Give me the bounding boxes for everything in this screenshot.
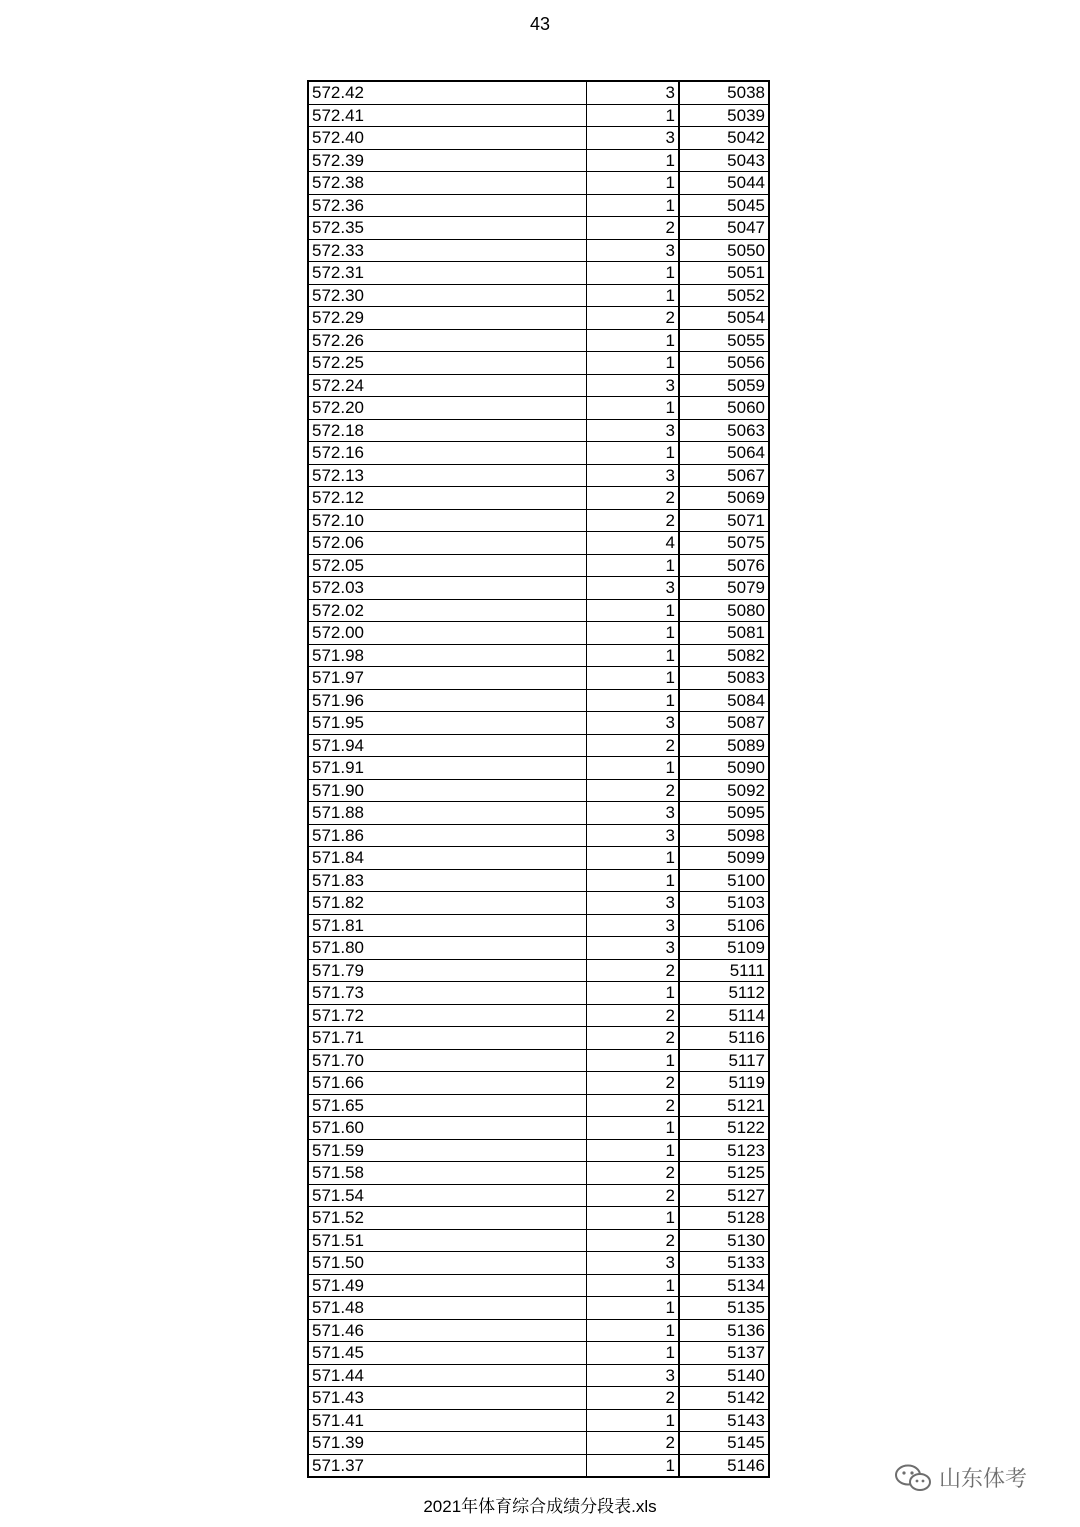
count-cell: 3 — [586, 712, 679, 735]
count-cell: 2 — [586, 734, 679, 757]
count-cell: 1 — [586, 1207, 679, 1230]
count-cell: 3 — [586, 374, 679, 397]
table-row — [308, 1297, 769, 1320]
score-cell: 571.37 — [308, 1454, 586, 1477]
table-row — [308, 194, 769, 217]
score-cell: 572.02 — [308, 599, 586, 622]
count-cell: 2 — [586, 1094, 679, 1117]
cumulative-cell: 5140 — [679, 1364, 769, 1387]
table-row — [308, 824, 769, 847]
table-row — [308, 1117, 769, 1140]
cumulative-cell: 5042 — [679, 127, 769, 150]
score-cell: 571.94 — [308, 734, 586, 757]
table-row — [308, 81, 769, 104]
count-cell: 2 — [586, 307, 679, 330]
cumulative-cell: 5117 — [679, 1049, 769, 1072]
score-cell: 571.98 — [308, 644, 586, 667]
cumulative-cell: 5079 — [679, 577, 769, 600]
count-cell: 3 — [586, 892, 679, 915]
score-cell: 571.43 — [308, 1387, 586, 1410]
cumulative-cell: 5038 — [679, 81, 769, 104]
table-row — [308, 1252, 769, 1275]
table-row — [308, 1342, 769, 1365]
table-row — [308, 712, 769, 735]
table-row — [308, 127, 769, 150]
score-cell: 572.10 — [308, 509, 586, 532]
score-cell: 571.48 — [308, 1297, 586, 1320]
count-cell: 3 — [586, 1364, 679, 1387]
score-cell: 571.71 — [308, 1027, 586, 1050]
score-cell: 571.65 — [308, 1094, 586, 1117]
count-cell: 3 — [586, 464, 679, 487]
score-cell: 572.41 — [308, 104, 586, 127]
cumulative-cell: 5143 — [679, 1409, 769, 1432]
score-cell: 571.97 — [308, 667, 586, 690]
count-cell: 1 — [586, 284, 679, 307]
count-cell: 1 — [586, 689, 679, 712]
count-cell: 1 — [586, 869, 679, 892]
table-row — [308, 802, 769, 825]
table-row — [308, 959, 769, 982]
table-row — [308, 1319, 769, 1342]
table-row — [308, 397, 769, 420]
table-row — [308, 599, 769, 622]
table-row — [308, 1004, 769, 1027]
table-row — [308, 1364, 769, 1387]
score-cell: 571.54 — [308, 1184, 586, 1207]
score-cell: 571.44 — [308, 1364, 586, 1387]
count-cell: 1 — [586, 442, 679, 465]
score-cell: 571.52 — [308, 1207, 586, 1230]
score-cell: 572.30 — [308, 284, 586, 307]
count-cell: 1 — [586, 1319, 679, 1342]
page-number: 43 — [529, 14, 551, 34]
count-cell: 1 — [586, 172, 679, 195]
count-cell: 2 — [586, 959, 679, 982]
cumulative-cell: 5047 — [679, 217, 769, 240]
count-cell: 1 — [586, 554, 679, 577]
score-cell: 571.90 — [308, 779, 586, 802]
count-cell: 3 — [586, 577, 679, 600]
table-row — [308, 1184, 769, 1207]
count-cell: 3 — [586, 802, 679, 825]
table-row — [308, 352, 769, 375]
table-row — [308, 1409, 769, 1432]
score-cell: 571.81 — [308, 914, 586, 937]
score-cell: 572.03 — [308, 577, 586, 600]
cumulative-cell: 5119 — [679, 1072, 769, 1095]
table-row — [308, 757, 769, 780]
score-cell: 572.00 — [308, 622, 586, 645]
table-row — [308, 532, 769, 555]
cumulative-cell: 5109 — [679, 937, 769, 960]
table-row — [308, 149, 769, 172]
table-row — [308, 1162, 769, 1185]
count-cell: 1 — [586, 1454, 679, 1477]
score-cell: 572.13 — [308, 464, 586, 487]
score-cell: 572.42 — [308, 81, 586, 104]
table-row — [308, 487, 769, 510]
cumulative-cell: 5059 — [679, 374, 769, 397]
cumulative-cell: 5100 — [679, 869, 769, 892]
table-row — [308, 982, 769, 1005]
table-row — [308, 554, 769, 577]
score-cell: 571.83 — [308, 869, 586, 892]
score-table-body — [308, 81, 769, 1477]
score-cell: 572.29 — [308, 307, 586, 330]
cumulative-cell: 5142 — [679, 1387, 769, 1410]
count-cell: 1 — [586, 1274, 679, 1297]
count-cell: 1 — [586, 1117, 679, 1140]
table-row — [308, 1274, 769, 1297]
table-row — [308, 217, 769, 240]
count-cell: 2 — [586, 509, 679, 532]
score-cell: 572.31 — [308, 262, 586, 285]
score-cell: 571.39 — [308, 1432, 586, 1455]
cumulative-cell: 5116 — [679, 1027, 769, 1050]
table-row — [308, 172, 769, 195]
score-cell: 572.16 — [308, 442, 586, 465]
score-cell: 571.70 — [308, 1049, 586, 1072]
table-row — [308, 779, 769, 802]
table-row — [308, 419, 769, 442]
score-cell: 572.40 — [308, 127, 586, 150]
cumulative-cell: 5145 — [679, 1432, 769, 1455]
table-row — [308, 464, 769, 487]
count-cell: 4 — [586, 532, 679, 555]
count-cell: 2 — [586, 1162, 679, 1185]
score-cell: 571.82 — [308, 892, 586, 915]
cumulative-cell: 5121 — [679, 1094, 769, 1117]
cumulative-cell: 5133 — [679, 1252, 769, 1275]
count-cell: 3 — [586, 1252, 679, 1275]
score-cell: 571.86 — [308, 824, 586, 847]
cumulative-cell: 5056 — [679, 352, 769, 375]
table-row — [308, 307, 769, 330]
table-row — [308, 1229, 769, 1252]
score-cell: 571.72 — [308, 1004, 586, 1027]
count-cell: 2 — [586, 1072, 679, 1095]
count-cell: 1 — [586, 757, 679, 780]
count-cell: 1 — [586, 1139, 679, 1162]
cumulative-cell: 5063 — [679, 419, 769, 442]
score-cell: 572.26 — [308, 329, 586, 352]
cumulative-cell: 5082 — [679, 644, 769, 667]
count-cell: 2 — [586, 217, 679, 240]
score-cell: 571.50 — [308, 1252, 586, 1275]
table-row — [308, 667, 769, 690]
score-cell: 572.39 — [308, 149, 586, 172]
count-cell: 1 — [586, 104, 679, 127]
score-cell: 572.35 — [308, 217, 586, 240]
score-cell: 571.41 — [308, 1409, 586, 1432]
cumulative-cell: 5064 — [679, 442, 769, 465]
score-cell: 572.24 — [308, 374, 586, 397]
count-cell: 2 — [586, 779, 679, 802]
table-row — [308, 262, 769, 285]
cumulative-cell: 5039 — [679, 104, 769, 127]
table-row — [308, 892, 769, 915]
count-cell: 3 — [586, 81, 679, 104]
score-cell: 571.96 — [308, 689, 586, 712]
score-cell: 571.79 — [308, 959, 586, 982]
count-cell: 1 — [586, 194, 679, 217]
score-cell: 572.20 — [308, 397, 586, 420]
score-cell: 571.59 — [308, 1139, 586, 1162]
cumulative-cell: 5050 — [679, 239, 769, 262]
count-cell: 1 — [586, 329, 679, 352]
table-row — [308, 622, 769, 645]
table-row — [308, 937, 769, 960]
score-cell: 571.88 — [308, 802, 586, 825]
score-cell: 572.06 — [308, 532, 586, 555]
count-cell: 3 — [586, 824, 679, 847]
score-cell: 571.66 — [308, 1072, 586, 1095]
score-cell: 572.18 — [308, 419, 586, 442]
score-cell: 571.73 — [308, 982, 586, 1005]
cumulative-cell: 5137 — [679, 1342, 769, 1365]
cumulative-cell: 5043 — [679, 149, 769, 172]
cumulative-cell: 5055 — [679, 329, 769, 352]
watermark-text: 山东体考 — [939, 1466, 1028, 1491]
count-cell: 1 — [586, 1342, 679, 1365]
table-row — [308, 1432, 769, 1455]
table-row — [308, 1139, 769, 1162]
count-cell: 1 — [586, 1049, 679, 1072]
cumulative-cell: 5081 — [679, 622, 769, 645]
score-cell: 571.45 — [308, 1342, 586, 1365]
table-row — [308, 847, 769, 870]
table-row — [308, 644, 769, 667]
count-cell: 2 — [586, 1432, 679, 1455]
cumulative-cell: 5095 — [679, 802, 769, 825]
count-cell: 3 — [586, 127, 679, 150]
cumulative-cell: 5060 — [679, 397, 769, 420]
table-row — [308, 1094, 769, 1117]
count-cell: 2 — [586, 487, 679, 510]
table-row — [308, 1454, 769, 1477]
table-row — [308, 869, 769, 892]
cumulative-cell: 5080 — [679, 599, 769, 622]
cumulative-cell: 5075 — [679, 532, 769, 555]
cumulative-cell: 5146 — [679, 1454, 769, 1477]
table-row — [308, 1387, 769, 1410]
table-row — [308, 577, 769, 600]
cumulative-cell: 5106 — [679, 914, 769, 937]
table-row — [308, 284, 769, 307]
cumulative-cell: 5054 — [679, 307, 769, 330]
count-cell: 2 — [586, 1004, 679, 1027]
score-cell: 571.49 — [308, 1274, 586, 1297]
score-cell: 571.91 — [308, 757, 586, 780]
count-cell: 1 — [586, 599, 679, 622]
score-cell: 572.12 — [308, 487, 586, 510]
table-row — [308, 239, 769, 262]
cumulative-cell: 5089 — [679, 734, 769, 757]
cumulative-cell: 5135 — [679, 1297, 769, 1320]
count-cell: 2 — [586, 1387, 679, 1410]
table-row — [308, 329, 769, 352]
count-cell: 1 — [586, 352, 679, 375]
count-cell: 1 — [586, 644, 679, 667]
cumulative-cell: 5123 — [679, 1139, 769, 1162]
cumulative-cell: 5111 — [679, 959, 769, 982]
score-cell: 571.51 — [308, 1229, 586, 1252]
count-cell: 2 — [586, 1184, 679, 1207]
cumulative-cell: 5090 — [679, 757, 769, 780]
score-cell: 572.25 — [308, 352, 586, 375]
cumulative-cell: 5103 — [679, 892, 769, 915]
cumulative-cell: 5114 — [679, 1004, 769, 1027]
count-cell: 3 — [586, 914, 679, 937]
count-cell: 3 — [586, 239, 679, 262]
count-cell: 1 — [586, 262, 679, 285]
count-cell: 1 — [586, 982, 679, 1005]
cumulative-cell: 5083 — [679, 667, 769, 690]
table-row — [308, 1072, 769, 1095]
cumulative-cell: 5130 — [679, 1229, 769, 1252]
cumulative-cell: 5052 — [679, 284, 769, 307]
cumulative-cell: 5134 — [679, 1274, 769, 1297]
cumulative-cell: 5098 — [679, 824, 769, 847]
cumulative-cell: 5128 — [679, 1207, 769, 1230]
cumulative-cell: 5071 — [679, 509, 769, 532]
count-cell: 3 — [586, 937, 679, 960]
score-cell: 572.33 — [308, 239, 586, 262]
score-cell: 571.95 — [308, 712, 586, 735]
score-cell: 571.46 — [308, 1319, 586, 1342]
count-cell: 1 — [586, 1409, 679, 1432]
watermark — [893, 1462, 1027, 1493]
score-cell: 572.36 — [308, 194, 586, 217]
cumulative-cell: 5127 — [679, 1184, 769, 1207]
footer-filename: 2021年体育综合成绩分段表.xls — [423, 1497, 657, 1516]
cumulative-cell: 5125 — [679, 1162, 769, 1185]
score-cell: 571.80 — [308, 937, 586, 960]
count-cell: 3 — [586, 419, 679, 442]
count-cell: 1 — [586, 149, 679, 172]
table-row — [308, 1207, 769, 1230]
score-cell: 572.05 — [308, 554, 586, 577]
cumulative-cell: 5076 — [679, 554, 769, 577]
cumulative-cell: 5136 — [679, 1319, 769, 1342]
count-cell: 1 — [586, 667, 679, 690]
table-row — [308, 509, 769, 532]
table-row — [308, 104, 769, 127]
score-cell: 572.38 — [308, 172, 586, 195]
cumulative-cell: 5084 — [679, 689, 769, 712]
count-cell: 1 — [586, 1297, 679, 1320]
cumulative-cell: 5099 — [679, 847, 769, 870]
count-cell: 1 — [586, 397, 679, 420]
table-row — [308, 1049, 769, 1072]
cumulative-cell: 5051 — [679, 262, 769, 285]
score-table — [307, 80, 770, 1478]
cumulative-cell: 5067 — [679, 464, 769, 487]
cumulative-cell: 5092 — [679, 779, 769, 802]
score-cell: 571.84 — [308, 847, 586, 870]
cumulative-cell: 5112 — [679, 982, 769, 1005]
table-row — [308, 689, 769, 712]
table-row — [308, 1027, 769, 1050]
count-cell: 2 — [586, 1229, 679, 1252]
score-cell: 571.60 — [308, 1117, 586, 1140]
cumulative-cell: 5087 — [679, 712, 769, 735]
cumulative-cell: 5069 — [679, 487, 769, 510]
count-cell: 1 — [586, 622, 679, 645]
cumulative-cell: 5044 — [679, 172, 769, 195]
table-row — [308, 374, 769, 397]
table-row — [308, 442, 769, 465]
score-cell: 571.58 — [308, 1162, 586, 1185]
count-cell: 2 — [586, 1027, 679, 1050]
wechat-icon — [893, 1463, 933, 1493]
cumulative-cell: 5122 — [679, 1117, 769, 1140]
cumulative-cell: 5045 — [679, 194, 769, 217]
table-row — [308, 734, 769, 757]
count-cell: 1 — [586, 847, 679, 870]
table-row — [308, 914, 769, 937]
